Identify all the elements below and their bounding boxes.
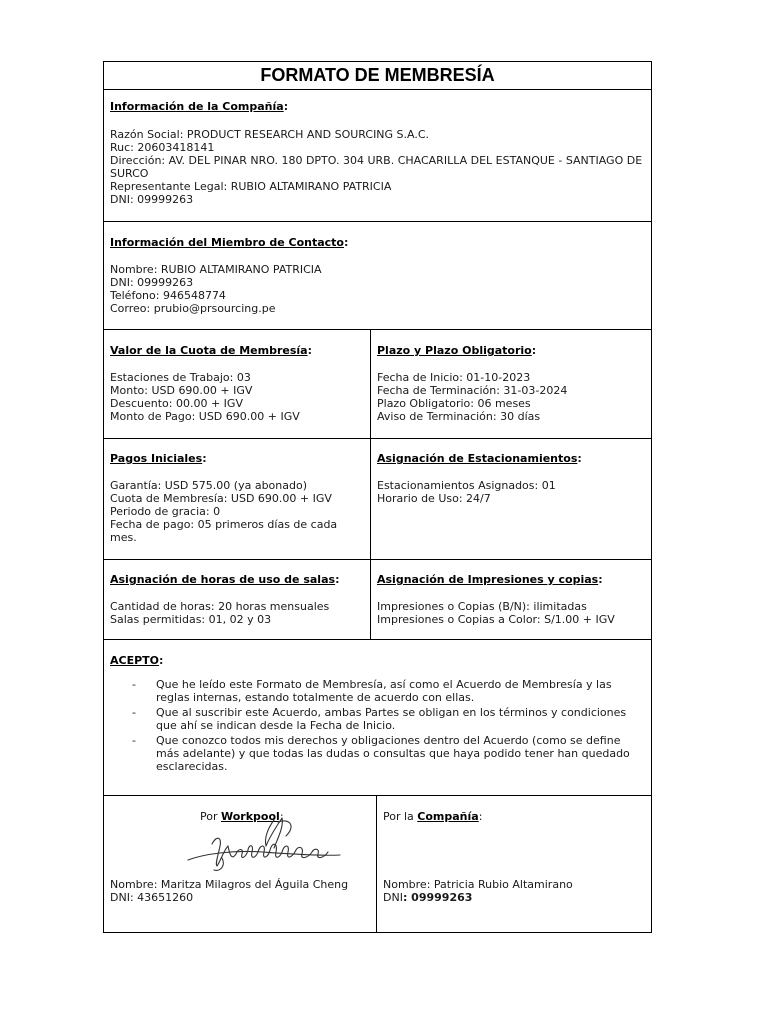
payments-due-date: Fecha de pago: 05 primeros días de cada mes. [110, 518, 338, 544]
company-razon-social: Razón Social: PRODUCT RESEARCH AND SOURCING S.A.C. [110, 128, 430, 141]
membership-form [103, 61, 652, 933]
sign-right-dni: DNI: 09999263 [383, 891, 473, 904]
contact-name: Nombre: RUBIO ALTAMIRANO PATRICIA [110, 263, 322, 276]
term-notice: Aviso de Terminación: 30 días [377, 410, 541, 423]
sign-right-prefix: Por la [383, 810, 418, 823]
accept-list [126, 678, 631, 775]
rooms-heading: Asignación de horas de uso de salas [110, 573, 336, 586]
fee-heading: Valor de la Cuota de Membresía [110, 344, 308, 357]
fee-discount: Descuento: 00.00 + IGV [110, 397, 243, 410]
prints-color: Impresiones o Copias a Color: S/1.00 + IGV [377, 613, 615, 626]
payments-heading: Pagos Iniciales [110, 452, 203, 465]
company-ruc: Ruc: 20603418141 [110, 141, 215, 154]
contact-email: Correo: prubio@prsourcing.pe [110, 302, 276, 315]
fee-amount: Monto: USD 690.00 + IGV [110, 384, 253, 397]
payments-parking-row: Pagos Iniciales: Garantía: USD 575.00 (ya abonado) Cuota de Membresía: USD 690.00 + IGV Periodo de gracia: 0 Fecha de pago: 05 primeros días de cada mes. Asignación de Estacionamientos: Estacionamientos Asignados: 01 Horario de Uso: 24/7 [104, 438, 651, 559]
contact-section: Información del Miembro de Contacto: Nombre: RUBIO ALTAMIRANO PATRICIA DNI: 09999263 Teléfono: 946548774 Correo: prubio@prsourcing.pe [104, 221, 651, 329]
sign-left-prefix: Por [200, 810, 221, 823]
accept-section: ACEPTO: - Que he leído este Formato de Membresía, así como el Acuerdo de Membresía y las reglas internas, estando totalmente de acuerdo con ellas. - Que al suscribir este Acuerdo, ambas Partes se obligan en los términos y condiciones que ahí se indican desde la Fecha de Inicio. - Que conozco todos mis derechos y obligaciones dentro del Acuerdo (como se define más adelante) y que todas las dudas o consultas que haya podido tener han quedado esclarecidas. [104, 639, 651, 795]
contact-heading: Información del Miembro de Contacto [110, 236, 344, 249]
company-section: Información de la Compañía: Razón Social: PRODUCT RESEARCH AND SOURCING S.A.C. Ruc: 20603418141 Dirección: AV. DEL PINAR NRO. 180 DPTO. 304 URB. CHACARILLA DEL ESTANQUE - SANTIAGO DE SURCO Representante Legal: RUBIO ALTAMIRANO PATRICIA DNI: 09999263 [104, 89, 651, 221]
signature-row: Por Workpool: Nombre: Maritza Milagros del Águila Cheng DNI: 43651260 Por la Compañía: Nombre: Patricia Rubio Altamirano DNI: 09999263 [104, 795, 651, 932]
accept-item: - Que he leído este Formato de Membresía, así como el Acuerdo de Membresía y las reglas internas, estando totalmente de acuerdo con ellas. [132, 678, 612, 704]
sign-left-party: Workpool [221, 810, 280, 823]
parking-hours: Horario de Uso: 24/7 [377, 492, 491, 505]
payments-grace-period: Periodo de gracia: 0 [110, 505, 221, 518]
sign-left-name: Nombre: Maritza Milagros del Águila Cheng [110, 878, 349, 891]
payments-guarantee: Garantía: USD 575.00 (ya abonado) [110, 479, 308, 492]
sign-left-dni: DNI: 43651260 [110, 891, 194, 904]
term-heading: Plazo y Plazo Obligatorio [377, 344, 532, 357]
rooms-prints-row: Asignación de horas de uso de salas: Cantidad de horas: 20 horas mensuales Salas permitidas: 01, 02 y 03 Asignación de Impresiones y copias: Impresiones o Copias (B/N): ilimitadas Impresiones o Copias a Color: S/1.00 + IGV [104, 559, 651, 639]
sign-right-name: Nombre: Patricia Rubio Altamirano [383, 878, 573, 891]
accept-item: - Que al suscribir este Acuerdo, ambas Partes se obligan en los términos y condiciones que ahí se indican desde la Fecha de Inicio. [132, 706, 627, 732]
accept-item: - Que conozco todos mis derechos y obligaciones dentro del Acuerdo (como se define más adelante) y que todas las dudas o consultas que haya podido tener han quedado esclarecidas. [132, 734, 630, 773]
term-mandatory: Plazo Obligatorio: 06 meses [377, 397, 531, 410]
payments-membership-fee: Cuota de Membresía: USD 690.00 + IGV [110, 492, 332, 505]
term-end-date: Fecha de Terminación: 31-03-2024 [377, 384, 568, 397]
company-heading: Información de la Compañía [110, 100, 284, 113]
fee-payment-amount: Monto de Pago: USD 690.00 + IGV [110, 410, 300, 423]
prints-bw: Impresiones o Copias (B/N): ilimitadas [377, 600, 587, 613]
form-title: FORMATO DE MEMBRESÍA [260, 65, 495, 85]
accept-heading: ACEPTO [110, 654, 160, 667]
company-address: Dirección: AV. DEL PINAR NRO. 180 DPTO. 304 URB. CHACARILLA DEL ESTANQUE - SANTIAGO DE SURCO [110, 154, 643, 180]
prints-heading: Asignación de Impresiones y copias [377, 573, 599, 586]
fee-workstations: Estaciones de Trabajo: 03 [110, 371, 251, 384]
term-start-date: Fecha de Inicio: 01-10-2023 [377, 371, 531, 384]
handwritten-signature [182, 814, 348, 878]
rooms-allowed: Salas permitidas: 01, 02 y 03 [110, 613, 272, 626]
company-dni: DNI: 09999263 [110, 193, 194, 206]
sign-right-party: Compañía [417, 810, 479, 823]
parking-assigned: Estacionamientos Asignados: 01 [377, 479, 556, 492]
rooms-hours: Cantidad de horas: 20 horas mensuales [110, 600, 330, 613]
contact-phone: Teléfono: 946548774 [110, 289, 226, 302]
contact-dni: DNI: 09999263 [110, 276, 194, 289]
parking-heading: Asignación de Estacionamientos [377, 452, 578, 465]
fee-term-row: Valor de la Cuota de Membresía: Estaciones de Trabajo: 03 Monto: USD 690.00 + IGV Descuento: 00.00 + IGV Monto de Pago: USD 690.00 + IGV Plazo y Plazo Obligatorio: Fecha de Inicio: 01-10-2023 Fecha de Terminación: 31-03-2024 Plazo Obligatorio: 06 meses Aviso de Terminación: 30 días [104, 329, 651, 438]
company-legal-rep: Representante Legal: RUBIO ALTAMIRANO PATRICIA [110, 180, 392, 193]
